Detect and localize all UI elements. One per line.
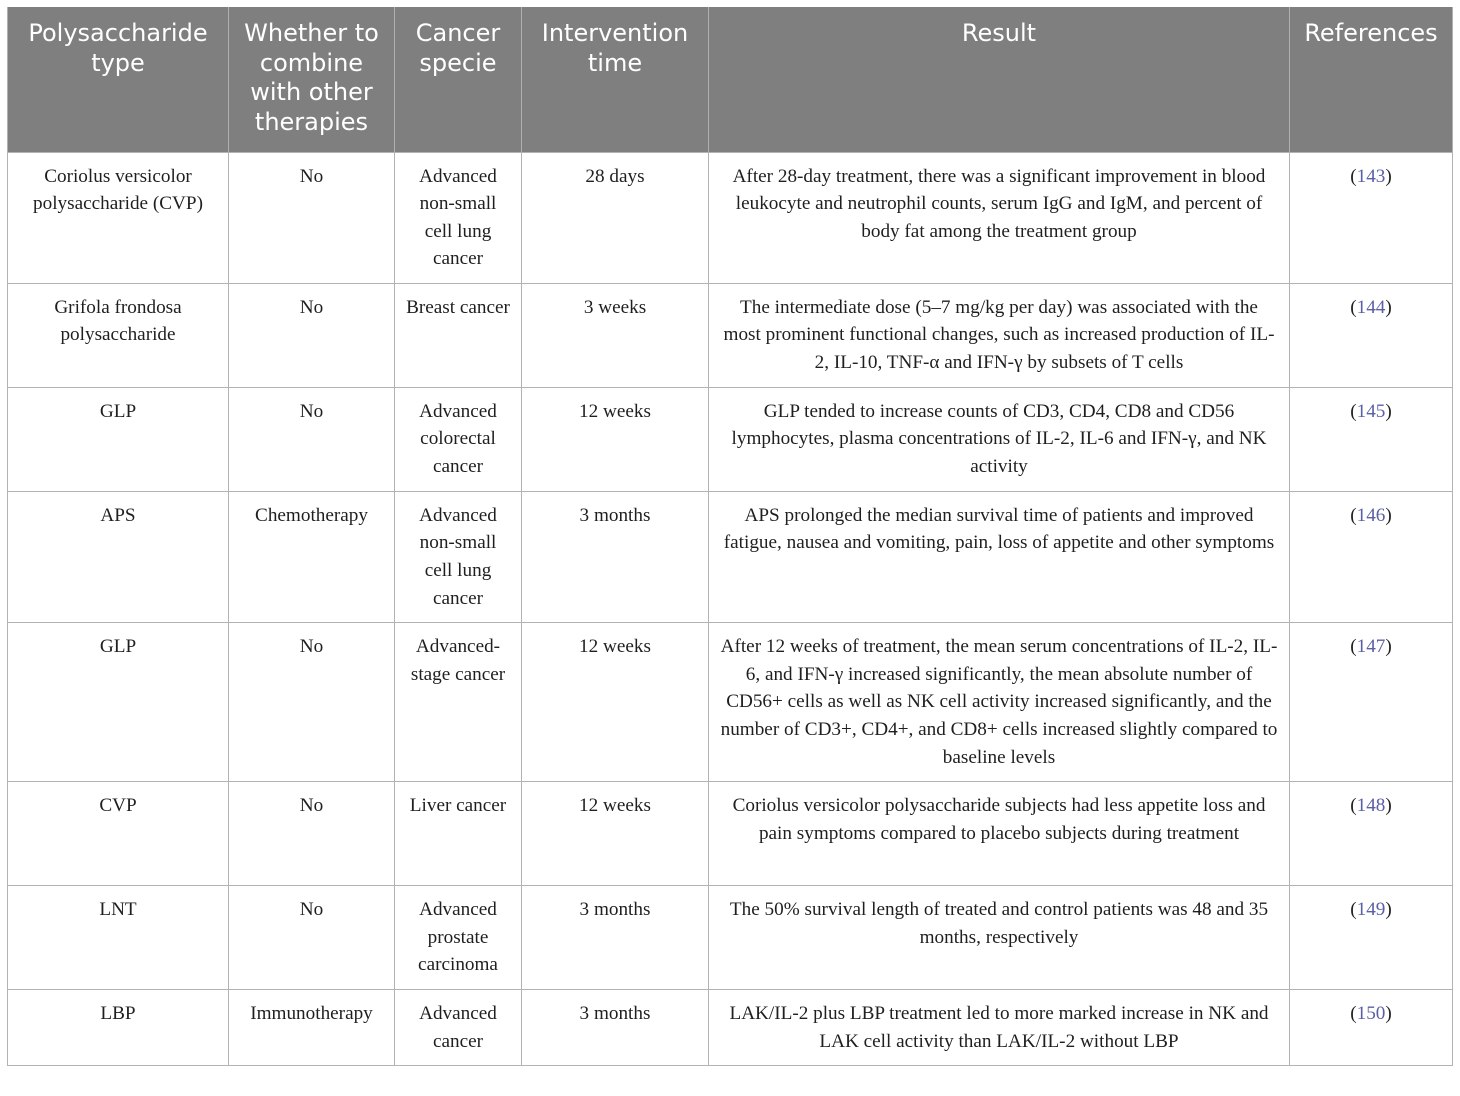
table-row	[8, 782, 1453, 886]
cell-cancer: Advanced non-small cell lung cancer	[395, 491, 522, 622]
table-row	[8, 886, 1453, 990]
table-row	[8, 387, 1453, 491]
cell-combine: Chemotherapy	[229, 491, 395, 622]
cell-time: 3 months	[522, 491, 709, 622]
cell-time: 3 weeks	[522, 283, 709, 387]
cell-type: LNT	[8, 886, 229, 990]
cell-combine: No	[229, 886, 395, 990]
cell-type: GLP	[8, 387, 229, 491]
header-cancer-specie: Cancer specie	[395, 7, 522, 152]
cell-ref: (144)	[1290, 283, 1453, 387]
cell-cancer: Liver cancer	[395, 782, 522, 886]
reference-link[interactable]: 147	[1356, 636, 1386, 658]
cell-result: GLP tended to increase counts of CD3, CD4, CD8 and CD56 lymphocytes, plasma concentrations of IL-2, IL-6 and IFN-γ, and NK activity	[709, 387, 1290, 491]
results-table	[7, 7, 1453, 1066]
cell-ref: (147)	[1290, 623, 1453, 782]
reference-link[interactable]: 145	[1356, 400, 1386, 422]
cell-time: 12 weeks	[522, 623, 709, 782]
cell-result: The 50% survival length of treated and control patients was 48 and 35 months, respectively	[709, 886, 1290, 990]
cell-time: 3 months	[522, 990, 709, 1066]
header-combine: Whether to combine with other therapies	[229, 7, 395, 152]
cell-result: The intermediate dose (5–7 mg/kg per day) was associated with the most prominent functional changes, such as increased production of IL-2, IL-10, TNF-α and IFN-γ by subsets of T cells	[709, 283, 1290, 387]
cell-combine: Immunotherapy	[229, 990, 395, 1066]
cell-cancer: Advanced-stage cancer	[395, 623, 522, 782]
cell-ref: (150)	[1290, 990, 1453, 1066]
cell-result: LAK/IL-2 plus LBP treatment led to more marked increase in NK and LAK cell activity than LAK/IL-2 without LBP	[709, 990, 1290, 1066]
cell-time: 12 weeks	[522, 782, 709, 886]
reference-link[interactable]: 149	[1356, 899, 1386, 921]
cell-ref: (143)	[1290, 152, 1453, 283]
cell-combine: No	[229, 152, 395, 283]
cell-result: APS prolonged the median survival time of patients and improved fatigue, nausea and vomiting, pain, loss of appetite and other symptoms	[709, 491, 1290, 622]
reference-link[interactable]: 143	[1356, 165, 1386, 187]
header-polysaccharide-type: Polysaccharide type	[8, 7, 229, 152]
cell-combine: No	[229, 283, 395, 387]
cell-ref: (148)	[1290, 782, 1453, 886]
header-result: Result	[709, 7, 1290, 152]
table-row	[8, 990, 1453, 1066]
reference-link[interactable]: 150	[1356, 1003, 1386, 1025]
table-row	[8, 623, 1453, 782]
cell-time: 12 weeks	[522, 387, 709, 491]
cell-type: GLP	[8, 623, 229, 782]
cell-cancer: Advanced prostate carcinoma	[395, 886, 522, 990]
cell-result: After 28-day treatment, there was a significant improvement in blood leukocyte and neutrophil counts, serum IgG and IgM, and percent of body fat among the treatment group	[709, 152, 1290, 283]
cell-type: APS	[8, 491, 229, 622]
cell-cancer: Advanced cancer	[395, 990, 522, 1066]
reference-link[interactable]: 144	[1356, 296, 1386, 318]
cell-combine: No	[229, 387, 395, 491]
cell-result: After 12 weeks of treatment, the mean serum concentrations of IL-2, IL-6, and IFN-γ increased significantly, the mean absolute number of CD56+ cells as well as NK cell activity increased significantly, and the number of CD3+, CD4+, and CD8+ cells increased slightly compared to baseline levels	[709, 623, 1290, 782]
cell-combine: No	[229, 623, 395, 782]
header-row	[8, 7, 1453, 152]
table-row	[8, 491, 1453, 622]
cell-time: 28 days	[522, 152, 709, 283]
reference-link[interactable]: 148	[1356, 795, 1386, 817]
cell-cancer: Advanced colorectal cancer	[395, 387, 522, 491]
cell-ref: (146)	[1290, 491, 1453, 622]
header-references: References	[1290, 7, 1453, 152]
table-row	[8, 283, 1453, 387]
table-row	[8, 152, 1453, 283]
cell-ref: (149)	[1290, 886, 1453, 990]
cell-type: CVP	[8, 782, 229, 886]
cell-result: Coriolus versicolor polysaccharide subjects had less appetite loss and pain symptoms compared to placebo subjects during treatment	[709, 782, 1290, 886]
cell-type: LBP	[8, 990, 229, 1066]
cell-type: Grifola frondosa polysaccharide	[8, 283, 229, 387]
reference-link[interactable]: 146	[1356, 504, 1386, 526]
cell-ref: (145)	[1290, 387, 1453, 491]
header-intervention-time: Intervention time	[522, 7, 709, 152]
cell-type: Coriolus versicolor polysaccharide (CVP)	[8, 152, 229, 283]
cell-cancer: Breast cancer	[395, 283, 522, 387]
cell-combine: No	[229, 782, 395, 886]
cell-time: 3 months	[522, 886, 709, 990]
cell-cancer: Advanced non-small cell lung cancer	[395, 152, 522, 283]
